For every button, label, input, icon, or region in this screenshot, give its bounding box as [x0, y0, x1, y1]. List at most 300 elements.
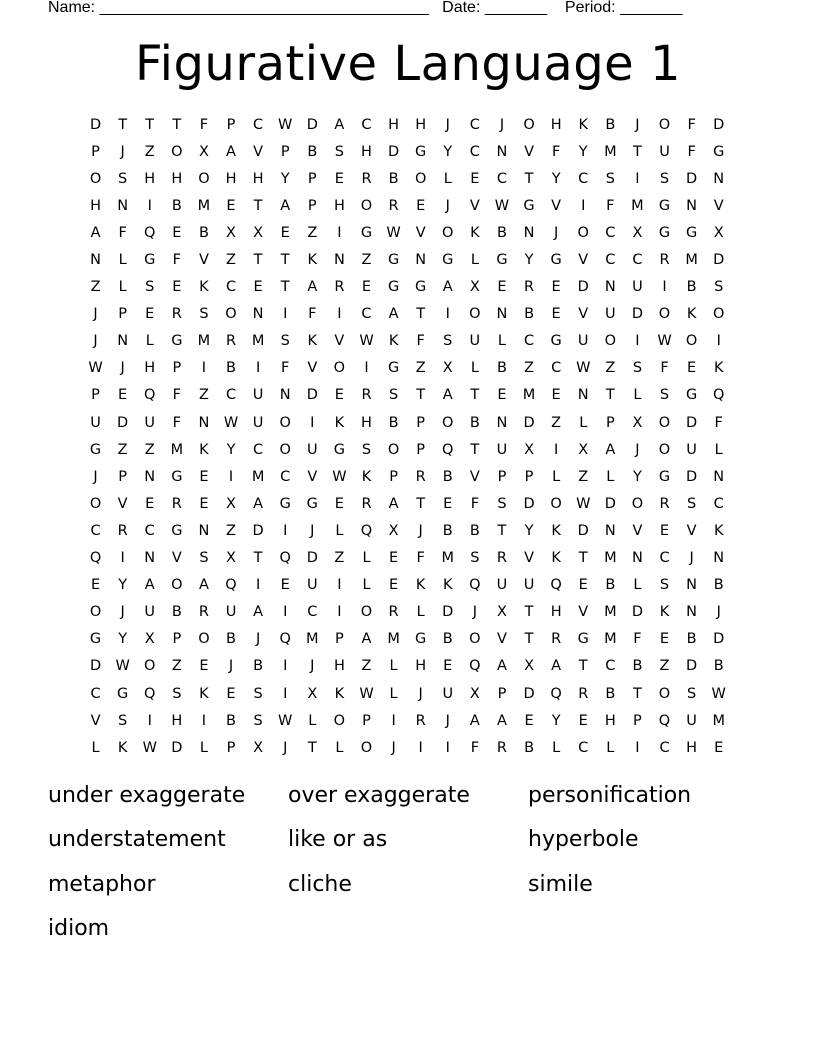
grid-letter[interactable]: S — [470, 550, 480, 567]
grid-letter[interactable]: O — [658, 441, 671, 458]
grid-letter[interactable]: B — [171, 197, 182, 214]
grid-letter[interactable]: M — [685, 252, 698, 269]
grid-letter[interactable]: D — [604, 495, 616, 512]
grid-letter[interactable]: A — [469, 712, 480, 729]
grid-letter[interactable]: Q — [144, 224, 156, 241]
grid-letter[interactable]: G — [387, 360, 400, 377]
grid-letter[interactable]: I — [310, 414, 315, 431]
grid-letter[interactable]: K — [713, 360, 724, 377]
grid-letter[interactable]: Z — [659, 658, 670, 675]
grid-letter[interactable]: R — [171, 306, 182, 323]
grid-letter[interactable]: I — [120, 550, 125, 567]
grid-letter[interactable]: O — [333, 712, 346, 729]
grid-letter[interactable]: N — [252, 306, 264, 323]
grid-letter[interactable]: L — [606, 468, 615, 485]
grid-letter[interactable]: O — [631, 495, 644, 512]
grid-letter[interactable]: S — [605, 170, 615, 187]
grid-letter[interactable]: S — [687, 685, 697, 702]
grid-letter[interactable]: N — [686, 197, 698, 214]
grid-letter[interactable]: U — [469, 333, 481, 350]
grid-letter[interactable]: Z — [334, 550, 345, 567]
grid-letter[interactable]: N — [713, 468, 725, 485]
grid-letter[interactable]: N — [117, 333, 129, 350]
grid-letter[interactable]: A — [442, 387, 453, 404]
grid-letter[interactable]: B — [226, 631, 236, 648]
grid-letter[interactable]: A — [198, 577, 209, 594]
grid-letter[interactable]: D — [442, 604, 454, 621]
grid-letter[interactable]: C — [496, 170, 508, 187]
grid-letter[interactable]: Z — [117, 441, 128, 458]
grid-letter[interactable]: V — [524, 550, 534, 567]
period-field-label[interactable]: Period: _______ — [564, 0, 683, 16]
grid-letter[interactable]: Y — [578, 143, 588, 160]
grid-letter[interactable]: R — [361, 495, 372, 512]
grid-letter[interactable]: T — [524, 604, 534, 621]
grid-letter[interactable]: F — [416, 550, 425, 567]
grid-letter[interactable]: P — [416, 414, 426, 431]
grid-letter[interactable]: B — [198, 224, 209, 241]
grid-letter[interactable]: P — [497, 468, 507, 485]
grid-letter[interactable]: E — [280, 224, 290, 241]
grid-letter[interactable]: Z — [90, 279, 101, 296]
grid-letter[interactable]: D — [686, 468, 698, 485]
grid-letter[interactable]: O — [360, 197, 373, 214]
grid-letter[interactable]: L — [335, 739, 344, 756]
grid-letter[interactable]: F — [416, 333, 425, 350]
grid-letter[interactable]: W — [359, 685, 374, 702]
grid-letter[interactable]: N — [144, 468, 156, 485]
grid-letter[interactable]: Z — [578, 468, 589, 485]
grid-letter[interactable]: N — [686, 577, 698, 594]
grid-letter[interactable]: L — [145, 333, 154, 350]
grid-letter[interactable]: O — [604, 333, 617, 350]
grid-letter[interactable]: O — [577, 224, 589, 241]
grid-letter[interactable]: I — [445, 739, 450, 756]
grid-letter[interactable]: I — [283, 522, 288, 539]
grid-letter[interactable]: N — [415, 252, 427, 269]
grid-letter[interactable]: J — [472, 604, 477, 621]
grid-letter[interactable]: Z — [415, 360, 426, 377]
grid-letter[interactable]: J — [120, 143, 125, 160]
grid-letter[interactable]: E — [361, 279, 372, 296]
grid-letter[interactable]: B — [686, 631, 697, 648]
grid-letter[interactable]: S — [497, 495, 507, 512]
grid-letter[interactable]: K — [199, 685, 209, 702]
grid-letter[interactable]: E — [443, 495, 453, 512]
grid-letter[interactable]: G — [415, 631, 427, 648]
grid-letter[interactable]: R — [225, 333, 237, 350]
grid-letter[interactable]: L — [362, 577, 371, 594]
grid-letter[interactable]: E — [416, 197, 426, 214]
grid-letter[interactable]: K — [713, 522, 724, 539]
grid-letter[interactable]: M — [387, 631, 400, 648]
grid-letter[interactable]: E — [388, 550, 399, 567]
grid-letter[interactable]: X — [713, 224, 724, 241]
grid-letter[interactable]: G — [685, 387, 698, 404]
grid-letter[interactable]: B — [442, 468, 453, 485]
grid-letter[interactable]: P — [280, 143, 290, 160]
grid-letter[interactable]: V — [469, 197, 480, 214]
grid-letter[interactable]: F — [470, 495, 480, 512]
grid-letter[interactable]: P — [118, 306, 128, 323]
grid-letter[interactable]: W — [359, 333, 374, 350]
grid-letter[interactable]: G — [144, 252, 156, 269]
grid-letter[interactable]: K — [659, 604, 670, 621]
grid-letter[interactable]: R — [361, 170, 372, 187]
grid-letter[interactable]: K — [307, 333, 318, 350]
grid-letter[interactable]: L — [389, 685, 398, 702]
grid-letter[interactable]: A — [361, 631, 372, 648]
grid-letter[interactable]: I — [635, 170, 640, 187]
grid-letter[interactable]: J — [93, 468, 98, 485]
grid-letter[interactable]: D — [252, 522, 264, 539]
grid-letter[interactable]: R — [551, 631, 562, 648]
grid-letter[interactable]: S — [334, 143, 344, 160]
grid-letter[interactable]: V — [307, 468, 318, 485]
grid-letter[interactable]: S — [280, 333, 290, 350]
grid-letter[interactable]: C — [253, 116, 264, 133]
grid-letter[interactable]: L — [416, 604, 425, 621]
grid-letter[interactable]: S — [659, 577, 670, 594]
grid-letter[interactable]: R — [496, 739, 507, 756]
grid-letter[interactable]: K — [551, 550, 561, 567]
grid-letter[interactable]: G — [658, 197, 671, 214]
word-search-grid[interactable] — [82, 111, 732, 761]
grid-letter[interactable]: J — [120, 604, 125, 621]
grid-letter[interactable]: Q — [712, 387, 725, 404]
grid-letter[interactable]: E — [172, 224, 182, 241]
grid-letter[interactable]: W — [657, 333, 672, 350]
grid-letter[interactable]: B — [388, 170, 399, 187]
grid-letter[interactable]: P — [226, 116, 236, 133]
grid-letter[interactable]: X — [226, 224, 236, 241]
grid-letter[interactable]: R — [496, 550, 507, 567]
grid-letter[interactable]: F — [118, 224, 127, 241]
grid-letter[interactable]: U — [605, 306, 616, 323]
grid-letter[interactable]: A — [90, 224, 101, 241]
grid-letter[interactable]: U — [496, 577, 508, 594]
grid-letter[interactable]: Y — [551, 170, 561, 187]
grid-letter[interactable]: O — [144, 658, 156, 675]
grid-letter[interactable]: B — [171, 604, 182, 621]
grid-letter[interactable]: R — [659, 252, 670, 269]
grid-letter[interactable]: I — [255, 577, 261, 594]
grid-letter[interactable]: J — [391, 739, 396, 756]
grid-letter[interactable]: M — [712, 712, 725, 729]
grid-letter[interactable]: Q — [442, 441, 454, 458]
grid-letter[interactable]: D — [523, 685, 535, 702]
grid-letter[interactable]: P — [307, 197, 317, 214]
grid-letter[interactable]: G — [333, 441, 346, 458]
grid-letter[interactable]: D — [577, 279, 589, 296]
grid-letter[interactable]: B — [307, 143, 318, 160]
grid-letter[interactable]: C — [578, 170, 589, 187]
grid-letter[interactable]: C — [225, 279, 237, 296]
grid-letter[interactable]: M — [604, 631, 617, 648]
grid-letter[interactable]: C — [713, 495, 724, 512]
grid-letter[interactable]: I — [581, 197, 586, 214]
grid-letter[interactable]: F — [470, 739, 480, 756]
grid-letter[interactable]: X — [524, 441, 535, 458]
grid-letter[interactable]: H — [171, 170, 183, 187]
grid-letter[interactable]: G — [523, 197, 535, 214]
grid-letter[interactable]: U — [144, 414, 156, 431]
grid-letter[interactable]: S — [199, 306, 209, 323]
grid-letter[interactable]: J — [445, 197, 450, 214]
grid-letter[interactable]: W — [115, 658, 130, 675]
grid-letter[interactable]: C — [605, 252, 616, 269]
grid-letter[interactable]: O — [712, 306, 725, 323]
grid-letter[interactable]: E — [714, 739, 724, 756]
grid-letter[interactable]: H — [604, 712, 616, 729]
grid-letter[interactable]: G — [496, 252, 508, 269]
grid-letter[interactable]: P — [118, 468, 128, 485]
grid-letter[interactable]: O — [89, 170, 102, 187]
grid-letter[interactable]: E — [524, 712, 534, 729]
grid-letter[interactable]: A — [496, 658, 507, 675]
grid-letter[interactable]: B — [713, 577, 724, 594]
grid-letter[interactable]: Y — [280, 170, 290, 187]
grid-letter[interactable]: B — [713, 658, 724, 675]
grid-letter[interactable]: R — [415, 468, 426, 485]
grid-letter[interactable]: E — [388, 577, 399, 594]
grid-letter[interactable]: X — [496, 604, 507, 621]
grid-letter[interactable]: Z — [524, 360, 535, 377]
grid-letter[interactable]: I — [635, 333, 640, 350]
grid-letter[interactable]: C — [632, 252, 643, 269]
grid-letter[interactable]: A — [307, 279, 318, 296]
grid-letter[interactable]: V — [578, 306, 589, 323]
grid-letter[interactable]: P — [172, 360, 182, 377]
grid-letter[interactable]: H — [171, 712, 183, 729]
grid-letter[interactable]: G — [685, 224, 698, 241]
grid-letter[interactable]: U — [686, 712, 697, 729]
grid-letter[interactable]: O — [360, 604, 373, 621]
grid-letter[interactable]: W — [142, 739, 157, 756]
grid-letter[interactable]: P — [172, 631, 182, 648]
grid-letter[interactable]: O — [442, 414, 454, 431]
grid-letter[interactable]: K — [199, 279, 209, 296]
grid-letter[interactable]: G — [713, 143, 725, 160]
grid-letter[interactable]: I — [445, 306, 450, 323]
grid-letter[interactable]: H — [415, 658, 427, 675]
grid-letter[interactable]: P — [524, 468, 534, 485]
grid-letter[interactable]: E — [443, 658, 453, 675]
grid-letter[interactable]: N — [333, 252, 345, 269]
grid-letter[interactable]: S — [443, 333, 453, 350]
grid-letter[interactable]: G — [117, 685, 129, 702]
grid-letter[interactable]: Y — [443, 143, 453, 160]
grid-letter[interactable]: C — [361, 306, 372, 323]
grid-letter[interactable]: R — [334, 279, 345, 296]
grid-letter[interactable]: W — [278, 712, 293, 729]
grid-letter[interactable]: C — [578, 739, 589, 756]
grid-letter[interactable]: O — [89, 495, 102, 512]
grid-letter[interactable]: Q — [225, 577, 237, 594]
grid-letter[interactable]: I — [283, 658, 288, 675]
grid-letter[interactable]: E — [470, 170, 480, 187]
grid-letter[interactable]: W — [386, 224, 401, 241]
grid-letter[interactable]: G — [89, 441, 102, 458]
grid-letter[interactable]: M — [197, 197, 211, 214]
grid-letter[interactable]: T — [605, 387, 615, 404]
grid-letter[interactable]: I — [391, 712, 396, 729]
grid-letter[interactable]: U — [306, 441, 318, 458]
grid-letter[interactable]: R — [415, 712, 426, 729]
grid-letter[interactable]: O — [469, 631, 481, 648]
grid-letter[interactable]: Q — [360, 522, 373, 539]
grid-letter[interactable]: T — [145, 116, 155, 133]
grid-letter[interactable]: K — [443, 577, 453, 594]
grid-letter[interactable]: Y — [118, 577, 128, 594]
grid-letter[interactable]: O — [360, 739, 373, 756]
grid-letter[interactable]: F — [606, 197, 615, 214]
grid-letter[interactable]: M — [251, 333, 265, 350]
grid-letter[interactable]: I — [147, 712, 152, 729]
grid-letter[interactable]: I — [283, 604, 288, 621]
grid-letter[interactable]: T — [416, 306, 426, 323]
grid-letter[interactable]: M — [251, 468, 265, 485]
grid-letter[interactable]: N — [198, 522, 210, 539]
grid-letter[interactable]: X — [578, 441, 589, 458]
grid-letter[interactable]: W — [223, 414, 239, 431]
grid-letter[interactable]: K — [388, 333, 399, 350]
grid-letter[interactable]: P — [91, 143, 100, 160]
grid-letter[interactable]: Z — [605, 360, 616, 377]
grid-letter[interactable]: F — [172, 387, 181, 404]
grid-letter[interactable]: J — [255, 631, 261, 648]
grid-letter[interactable]: A — [144, 577, 155, 594]
grid-letter[interactable]: L — [470, 360, 479, 377]
grid-letter[interactable]: T — [524, 170, 534, 187]
grid-letter[interactable]: Q — [144, 685, 156, 702]
grid-letter[interactable]: B — [605, 685, 616, 702]
grid-letter[interactable]: D — [306, 116, 318, 133]
grid-letter[interactable]: E — [659, 631, 670, 648]
grid-letter[interactable]: G — [577, 631, 589, 648]
grid-letter[interactable]: N — [144, 550, 156, 567]
grid-letter[interactable]: T — [280, 279, 290, 296]
grid-letter[interactable]: F — [660, 360, 669, 377]
grid-letter[interactable]: T — [497, 522, 507, 539]
grid-letter[interactable]: E — [687, 360, 697, 377]
grid-letter[interactable]: F — [199, 116, 209, 133]
grid-letter[interactable]: S — [199, 550, 209, 567]
grid-letter[interactable]: N — [631, 550, 643, 567]
grid-letter[interactable]: T — [253, 252, 263, 269]
grid-letter[interactable]: R — [171, 495, 182, 512]
grid-letter[interactable]: T — [416, 387, 426, 404]
grid-letter[interactable]: V — [469, 468, 480, 485]
grid-letter[interactable]: G — [387, 279, 400, 296]
grid-letter[interactable]: W — [332, 468, 347, 485]
grid-letter[interactable]: T — [172, 116, 182, 133]
grid-letter[interactable]: J — [120, 360, 125, 377]
grid-letter[interactable]: N — [686, 604, 698, 621]
grid-letter[interactable]: U — [90, 414, 101, 431]
grid-letter[interactable]: S — [253, 685, 263, 702]
grid-letter[interactable]: D — [686, 414, 698, 431]
grid-letter[interactable]: O — [387, 441, 400, 458]
grid-letter[interactable]: B — [524, 739, 535, 756]
grid-letter[interactable]: P — [389, 468, 398, 485]
grid-letter[interactable]: X — [388, 522, 399, 539]
grid-letter[interactable]: S — [118, 712, 128, 729]
grid-letter[interactable]: Z — [361, 252, 372, 269]
grid-letter[interactable]: X — [632, 224, 643, 241]
grid-letter[interactable]: H — [361, 143, 372, 160]
grid-letter[interactable]: K — [551, 522, 561, 539]
grid-letter[interactable]: J — [635, 441, 640, 458]
grid-letter[interactable]: B — [524, 306, 535, 323]
grid-letter[interactable]: V — [117, 495, 128, 512]
grid-letter[interactable]: P — [633, 712, 642, 729]
grid-letter[interactable]: Z — [307, 224, 318, 241]
grid-letter[interactable]: M — [604, 143, 617, 160]
grid-letter[interactable]: J — [283, 739, 288, 756]
grid-letter[interactable]: T — [470, 387, 480, 404]
grid-letter[interactable]: L — [579, 414, 588, 431]
grid-letter[interactable]: I — [283, 685, 288, 702]
grid-letter[interactable]: Q — [550, 577, 562, 594]
grid-letter[interactable]: S — [714, 279, 724, 296]
grid-letter[interactable]: O — [550, 495, 562, 512]
grid-letter[interactable]: X — [632, 414, 643, 431]
grid-letter[interactable]: D — [713, 116, 725, 133]
grid-letter[interactable]: M — [170, 441, 184, 458]
grid-letter[interactable]: E — [280, 577, 290, 594]
grid-letter[interactable]: L — [335, 522, 344, 539]
grid-letter[interactable]: G — [550, 252, 562, 269]
grid-letter[interactable]: V — [524, 143, 534, 160]
grid-letter[interactable]: O — [225, 306, 237, 323]
grid-letter[interactable]: I — [418, 739, 423, 756]
grid-letter[interactable]: D — [686, 170, 698, 187]
grid-letter[interactable]: D — [117, 414, 129, 431]
grid-letter[interactable]: R — [388, 604, 399, 621]
grid-letter[interactable]: Z — [144, 143, 155, 160]
grid-letter[interactable]: D — [713, 252, 725, 269]
grid-letter[interactable]: Q — [89, 550, 102, 567]
grid-letter[interactable]: M — [604, 550, 617, 567]
grid-letter[interactable]: Y — [551, 712, 561, 729]
grid-letter[interactable]: G — [279, 495, 291, 512]
grid-letter[interactable]: V — [90, 712, 101, 729]
grid-letter[interactable]: E — [578, 577, 588, 594]
grid-letter[interactable]: G — [171, 468, 183, 485]
grid-letter[interactable]: Z — [551, 414, 562, 431]
grid-letter[interactable]: C — [144, 522, 155, 539]
grid-letter[interactable]: P — [497, 685, 507, 702]
grid-letter[interactable]: E — [118, 387, 128, 404]
grid-letter[interactable]: V — [415, 224, 426, 241]
grid-letter[interactable]: T — [253, 550, 263, 567]
grid-letter[interactable]: W — [278, 116, 293, 133]
grid-letter[interactable]: V — [307, 360, 318, 377]
grid-letter[interactable]: O — [658, 414, 671, 431]
grid-letter[interactable]: L — [497, 333, 506, 350]
grid-letter[interactable]: D — [387, 143, 400, 160]
grid-letter[interactable]: T — [470, 441, 480, 458]
grid-letter[interactable]: J — [310, 658, 315, 675]
grid-letter[interactable]: F — [308, 306, 317, 323]
grid-letter[interactable]: G — [442, 252, 454, 269]
grid-letter[interactable]: I — [337, 577, 342, 594]
grid-letter[interactable]: D — [171, 739, 183, 756]
grid-letter[interactable]: V — [578, 604, 589, 621]
grid-letter[interactable]: B — [686, 279, 697, 296]
grid-letter[interactable]: M — [197, 333, 211, 350]
